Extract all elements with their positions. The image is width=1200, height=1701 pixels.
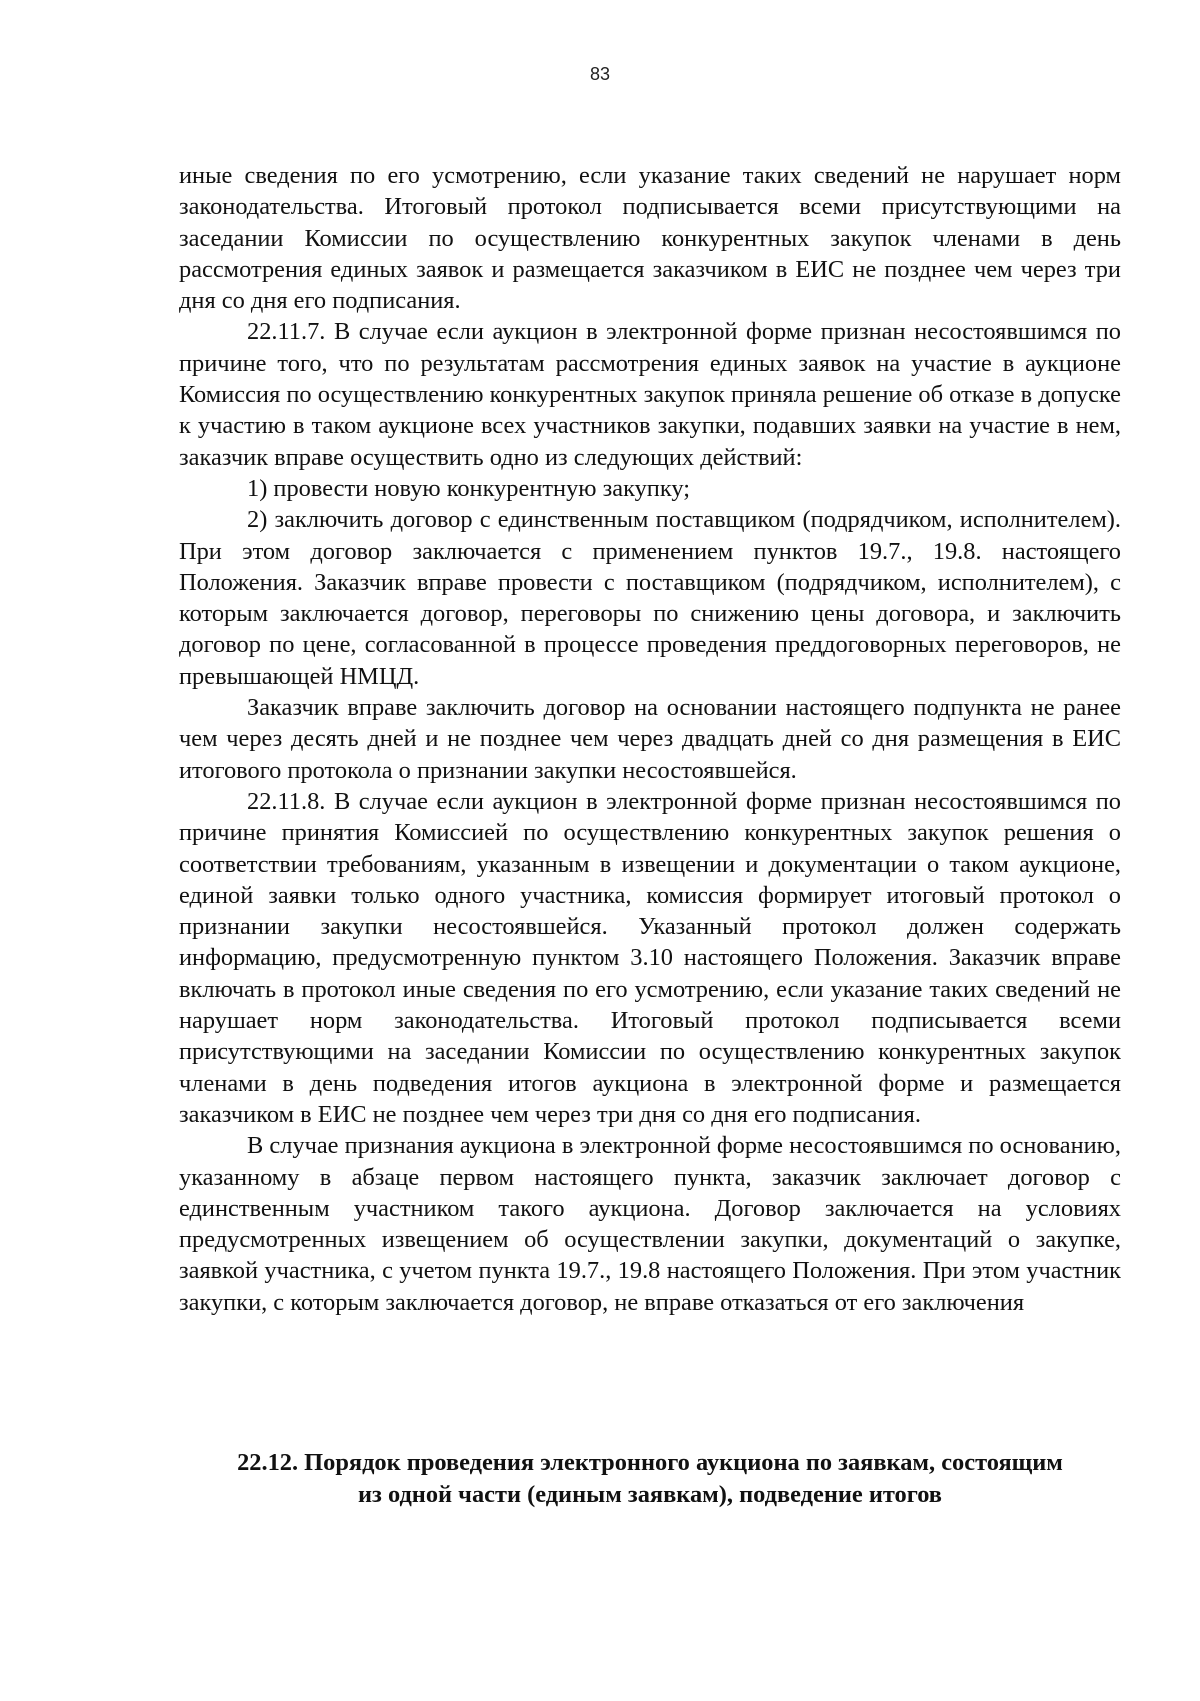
paragraph-22-11-7: 22.11.7. В случае если аукцион в электронной форме признан несостоявшимся по причине того, что по результатам рассмотрения единых заявок на участие в аукционе Комиссия по осуществлению конкурентных закупок приняла решение об отказе в допуске к участию в таком аукционе всех участников закупки, подавших заявки на участие в нем, заказчик вправе осуществить одно из следующих действий:	[179, 318, 1121, 471]
paragraph-single-participant: В случае признания аукциона в электронной форме несостоявшимся по основанию, указанному в абзаце первом настоящего пункта, заказчик заключает договор с единственным участником такого аукциона. Договор заключается на условиях предусмотренных извещением об осуществлении закупки, документаций о закупке, заявкой участника, с учетом пункта 19.7., 19.8 настоящего Положения. При этом участник закупки, с которым заключается договор, не вправе отказаться от его заключения	[179, 1132, 1121, 1316]
paragraph-contract-terms: Заказчик вправе заключить договор на основании настоящего подпункта не ранее чем через десять дней и не позднее чем через двадцать дней со дня размещения в ЕИС итогового протокола о признании закупки несостоявшейся.	[179, 694, 1121, 784]
section-heading-22-12	[170, 1447, 1130, 1510]
document-body	[179, 160, 1121, 1318]
list-item-2: 2) заключить договор с единственным поставщиком (подрядчиком, исполнителем). При этом договор заключается с применением пунктов 19.7., 19.8. настоящего Положения. Заказчик вправе провести с поставщиком (подрядчиком, исполнителем), с которым заключается договор, переговоры по снижению цены договора, и заключить договор по цене, согласованной в процессе проведения преддоговорных переговоров, не превышающей НМЦД.	[179, 506, 1121, 690]
section-heading-line-2: из одной части (единым заявкам), подведение итогов	[358, 1480, 942, 1508]
paragraph-continuation: иные сведения по его усмотрению, если указание таких сведений не нарушает норм законодательства. Итоговый протокол подписывается всеми присутствующими на заседании Комиссии по осуществлению конкурентных закупок членами в день рассмотрения единых заявок и размещается заказчиком в ЕИС не позднее чем через три дня со дня его подписания.	[179, 162, 1121, 315]
list-item-1: 1) провести новую конкурентную закупку;	[247, 474, 690, 502]
paragraph-22-11-8: 22.11.8. В случае если аукцион в электронной форме признан несостоявшимся по причине принятия Комиссией по осуществлению конкурентных закупок решения о соответствии требованиям, указанным в извещении и документации о таком аукционе, единой заявки только одного участника, комиссия формирует итоговый протокол о признании закупки несостоявшейся. Указанный протокол должен содержать информацию, предусмотренную пунктом 3.10 настоящего Положения. Заказчик вправе включать в протокол иные сведения по его усмотрению, если указание таких сведений не нарушает норм законодательства. Итоговый протокол подписывается всеми присутствующими на заседании Комиссии по осуществлению конкурентных закупок членами в день подведения итогов аукциона в электронной форме и размещается заказчиком в ЕИС не позднее чем через три дня со дня его подписания.	[179, 787, 1121, 1128]
section-heading-line-1: 22.12. Порядок проведения электронного аукциона по заявкам, состоящим	[237, 1449, 1063, 1476]
page-number: 83	[589, 64, 611, 84]
